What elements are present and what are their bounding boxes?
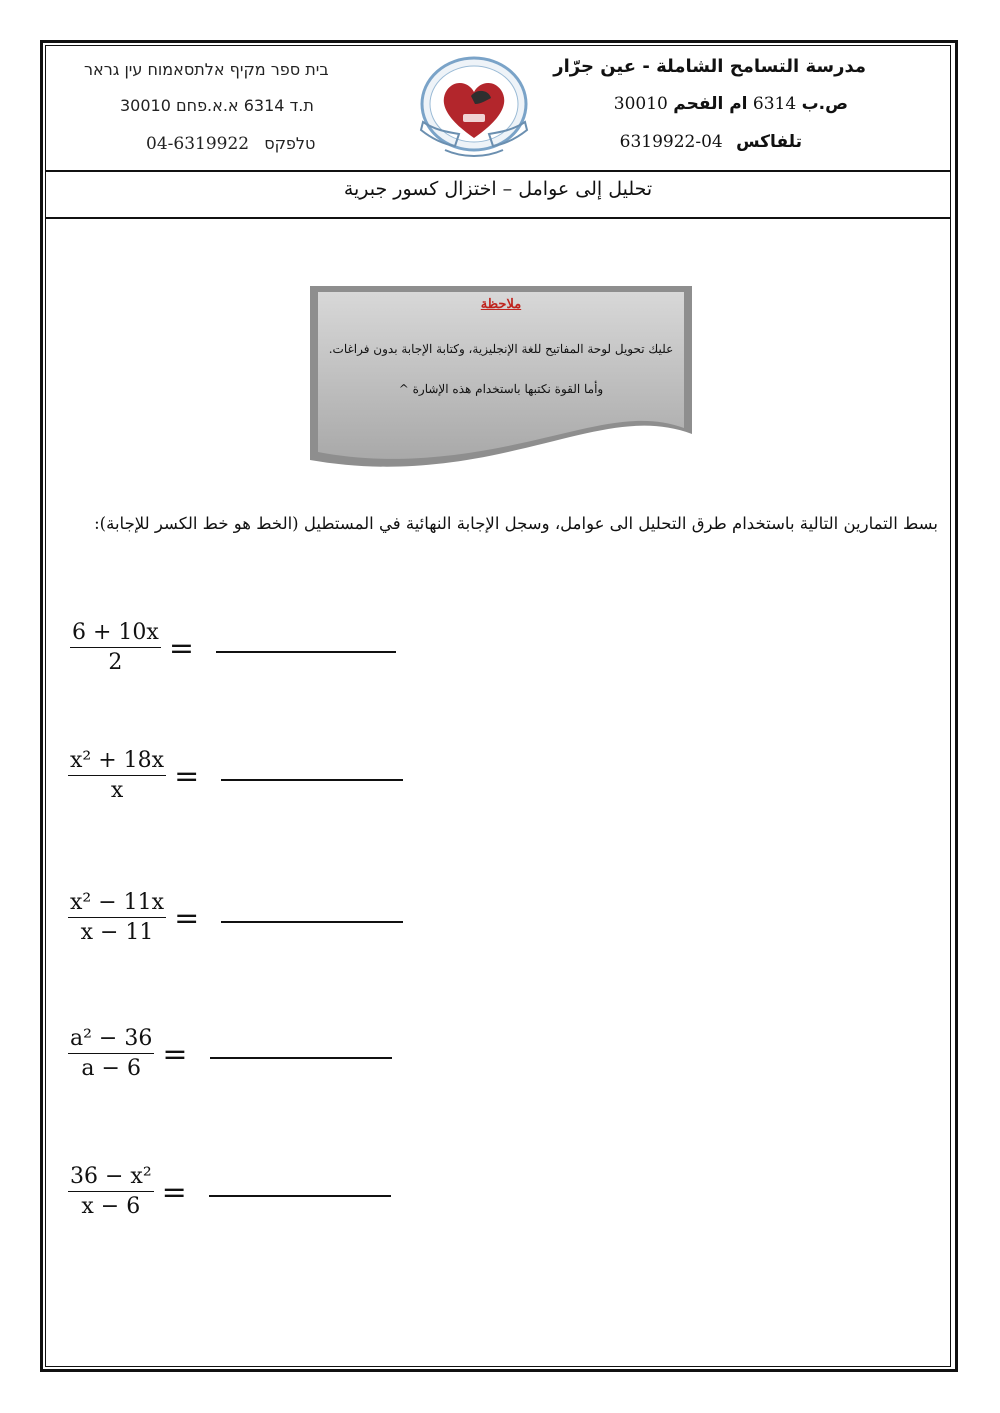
denominator-1: 2 xyxy=(108,650,123,675)
numerator-2: x² + 18x xyxy=(68,748,166,776)
exercise-4 xyxy=(68,1026,392,1082)
fraction-4 xyxy=(68,1026,154,1082)
arabic-school-name: مدرسة التسامح الشاملة - عين جرّار xyxy=(553,56,866,77)
equals-sign: = xyxy=(174,900,200,936)
po-box: 6314 xyxy=(752,94,797,114)
note-line-keyboard: عليك تحويل لوحة المفاتيح للغة الإنجليزية، وكتابة الإجابة بدون فراغات. xyxy=(328,342,674,356)
denominator-4: a − 6 xyxy=(81,1056,141,1081)
fax-number: 04-6319922 xyxy=(619,132,723,152)
fax-label: تلفاكس xyxy=(736,132,802,152)
hebrew-address: ת.ד 6314 א.א.פחם 30010 xyxy=(120,96,314,115)
city: ام الفحم xyxy=(673,94,748,114)
title-divider xyxy=(45,217,951,219)
note-line-power: وأما القوة نكتبها باستخدام هذه الإشارة ^ xyxy=(398,382,604,396)
answer-field-3[interactable] xyxy=(221,921,403,923)
answer-field-1[interactable] xyxy=(216,651,396,653)
exercise-2 xyxy=(68,748,403,804)
hebrew-phone-row xyxy=(146,134,315,154)
equals-sign: = xyxy=(161,1174,187,1210)
postal-code: 30010 xyxy=(613,94,668,114)
numerator-5: 36 − x² xyxy=(68,1164,154,1192)
numerator-3: x² − 11x xyxy=(68,890,166,918)
fraction-3 xyxy=(68,890,166,946)
note-box xyxy=(308,284,694,476)
denominator-2: x xyxy=(110,778,124,803)
equals-sign: = xyxy=(162,1036,188,1072)
po-box-label: ص.ب xyxy=(801,94,848,114)
answer-field-4[interactable] xyxy=(210,1057,392,1059)
denominator-3: x − 11 xyxy=(80,920,154,945)
fraction-5 xyxy=(68,1164,154,1220)
arabic-fax-row xyxy=(620,132,802,152)
equals-sign: = xyxy=(168,630,194,666)
answer-field-5[interactable] xyxy=(209,1195,391,1197)
equals-sign: = xyxy=(174,758,200,794)
school-logo-icon xyxy=(415,52,533,164)
hebrew-phone: 04-6319922 xyxy=(146,134,250,154)
fraction-2 xyxy=(68,748,166,804)
header-divider xyxy=(45,170,951,172)
note-heading: ملاحظة xyxy=(480,297,522,312)
hebrew-school-name: בית ספר מקיף אלתסאמוח עין גראר xyxy=(84,60,329,79)
hebrew-phone-label: טלפקס xyxy=(264,134,316,153)
numerator-1: 6 + 10x xyxy=(70,620,161,648)
numerator-4: a² − 36 xyxy=(68,1026,154,1054)
fraction-1 xyxy=(70,620,161,676)
denominator-5: x − 6 xyxy=(81,1194,141,1219)
page-title: تحليل إلى عوامل – اختزال كسور جبرية xyxy=(343,178,653,200)
arabic-address-row xyxy=(614,94,848,114)
exercise-5 xyxy=(68,1164,391,1220)
exercise-1 xyxy=(70,620,396,676)
answer-field-2[interactable] xyxy=(221,779,403,781)
instructions: بسط التمارين التالية باستخدام طرق التحليل الى عوامل، وسجل الإجابة النهائية في المستطيل (الخط هو خط الكسر للإجابة): xyxy=(94,514,938,533)
exercise-3 xyxy=(68,890,403,946)
